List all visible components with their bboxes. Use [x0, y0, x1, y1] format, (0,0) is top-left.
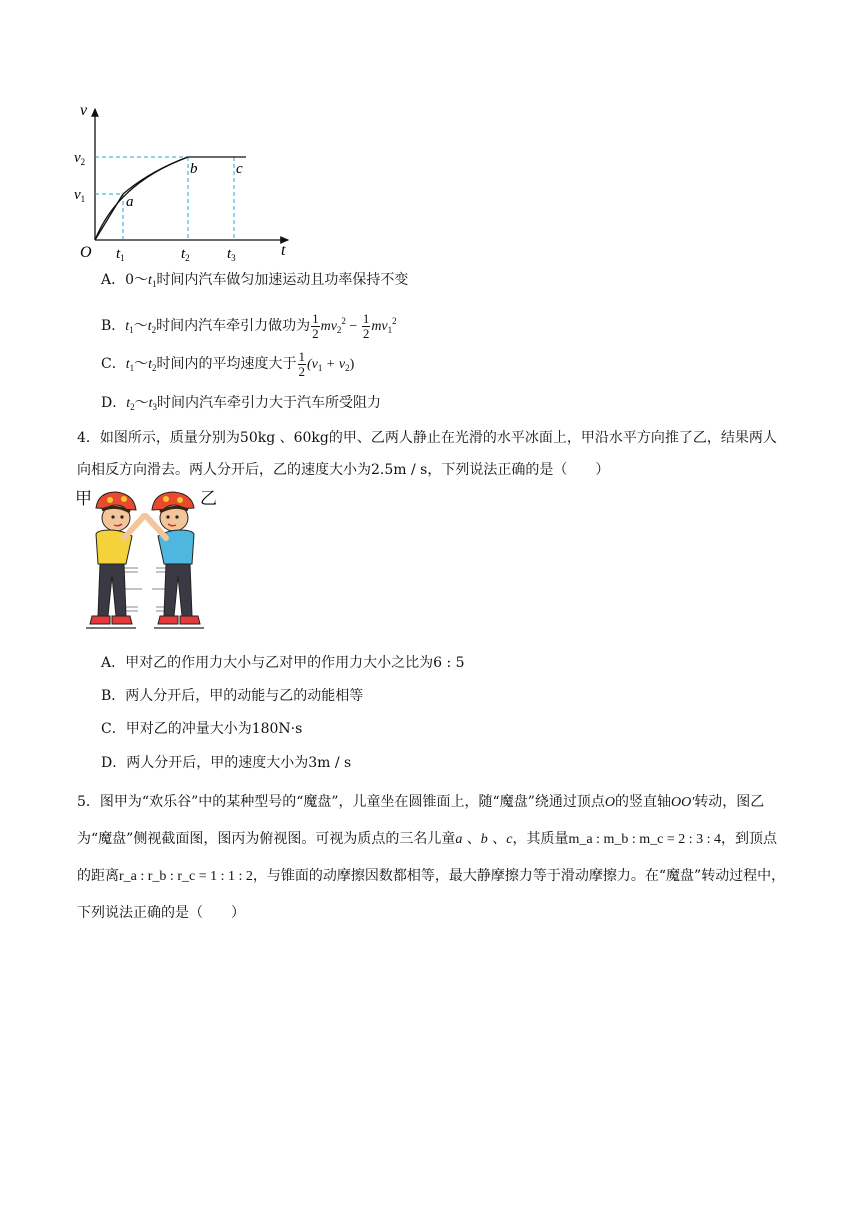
velocity-time-graph — [70, 95, 300, 263]
q4-option-a: A．甲对乙的作用力大小与乙对甲的作用力大小之比为6 : 5 — [101, 655, 465, 671]
q4-option-c: C．甲对乙的冲量大小为180N·s — [101, 721, 303, 737]
v1-label: $v_1$ — [74, 187, 86, 204]
q3-option-b: B．$t_1\sim t_2$时间内汽车牵引力做功为 $\frac{1}{2}$ $mv_2^2$ − $\frac{1}{2}$ $mv_1^2$ — [101, 310, 397, 341]
point-a-label: a — [126, 194, 134, 210]
origin-label: O — [80, 244, 92, 261]
two-skaters-illustration — [80, 486, 220, 646]
point-b-label: b — [190, 161, 198, 177]
t1-label: $t_1$ — [116, 246, 125, 263]
curve-ob — [95, 157, 188, 240]
q4-option-d: D．两人分开后，甲的速度大小为3m / s — [101, 755, 352, 771]
point-c-label: c — [236, 161, 243, 177]
t-axis-label: t — [281, 242, 286, 259]
v2-label: $v_2$ — [74, 150, 86, 167]
distance-ratio: r_a : r_b : r_c = 1 : 1 : 2 — [119, 869, 253, 884]
q4-option-b: B．两人分开后，甲的动能与乙的动能相等 — [101, 688, 364, 704]
child-yi — [146, 492, 204, 628]
label-jia: 甲 — [75, 489, 92, 509]
q4-stem: 4．如图所示，质量分别为50kg 、60kg的甲、乙两人静止在光滑的水平冰面上，甲沿水平方向推了乙，结果两人向相反方向滑去。两人分开后，乙的速度大小为2.5m / s，下列说法正确的是（ ） — [77, 430, 777, 478]
label-yi: 乙 — [200, 489, 217, 509]
t3-label: $t_3$ — [227, 246, 236, 263]
child-jia — [86, 492, 144, 628]
q3-option-a: A．$0\sim t_1$时间内汽车做匀加速运动且功率保持不变 — [101, 272, 409, 289]
v-axis-label: v — [80, 102, 88, 119]
q3-option-d: D．$t_2\sim t_3$时间内汽车牵引力大于汽车所受阻力 — [101, 395, 382, 412]
t2-label: $t_2$ — [181, 246, 190, 263]
q3-option-c: C．$t_1\sim t_2$时间内的平均速度大于 $\frac{1}{2}$ $(v_1 + v_2)$ — [101, 348, 355, 379]
mass-ratio: m_a : m_b : m_c = 2 : 3 : 4 — [568, 832, 722, 847]
q5-stem: 5．图甲为“欢乐谷”中的某种型号的“魔盘”，儿童坐在圆锥面上，随“魔盘”绕通过顶点O的竖直轴OO′转动，图乙为“魔盘”侧视截面图，图丙为俯视图。可视为质点的三名儿童a 、b 、c，其质量m_a : m_b : m_c = 2 : 3 : 4，到顶点的距离r_a : r_b : r_c = 1 : 1 : 2，与锥面的动摩擦因数都相等，最大静摩擦力等于滑动摩擦力。在“魔盘”转动过程中，下列说法正确的是（ ） — [77, 794, 786, 921]
